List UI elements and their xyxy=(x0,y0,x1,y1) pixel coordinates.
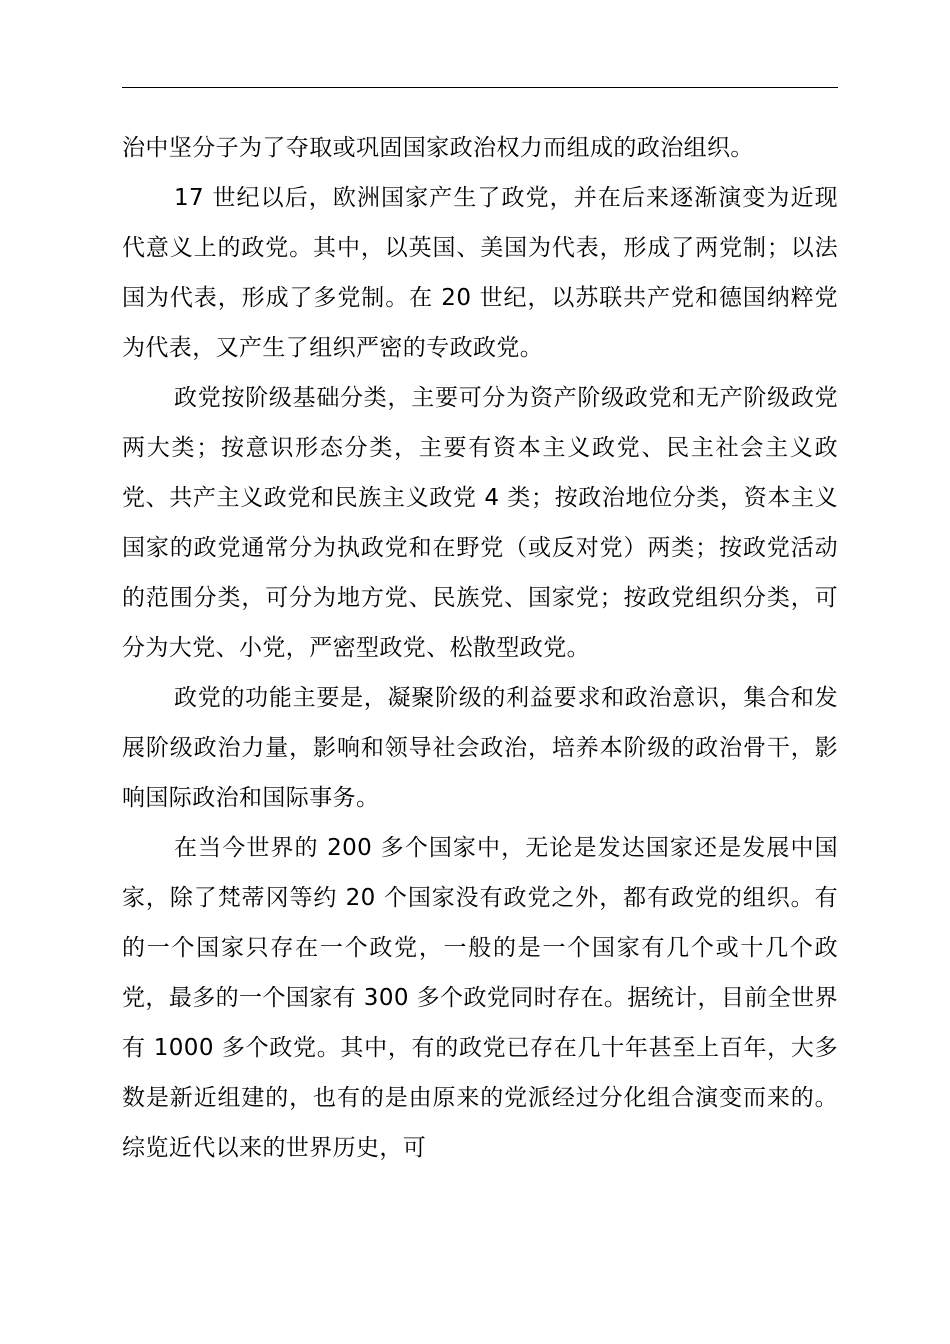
header-rule xyxy=(122,87,838,88)
document-body xyxy=(122,123,838,1173)
paragraph-4: 政党的功能主要是，凝聚阶级的利益要求和政治意识，集合和发展阶级政治力量，影响和领导社会政治，培养本阶级的政治骨干，影响国际政治和国际事务。 xyxy=(122,685,838,811)
paragraph-1: 治中坚分子为了夺取或巩固国家政治权力而组成的政治组织。 xyxy=(122,135,754,161)
paragraph-5: 在当今世界的 200 多个国家中，无论是发达国家还是发展中国家，除了梵蒂冈等约 20 个国家没有政党之外，都有政党的组织。有的一个国家只存在一个政党，一般的是一个国家有几个或十几个政党，最多的一个国家有 300 多个政党同时存在。据统计，目前全世界有 1000 多个政党。其中，有的政党已存在几十年甚至上百年，大多数是新近组建的，也有的是由原来的党派经过分化组合演变而来的。综览近代以来的世界历史，可 xyxy=(122,835,838,1161)
paragraph-2: 17 世纪以后，欧洲国家产生了政党，并在后来逐渐演变为近现代意义上的政党。其中，以英国、美国为代表，形成了两党制；以法国为代表，形成了多党制。在 20 世纪，以苏联共产党和德国纳粹党为代表，又产生了组织严密的专政政党。 xyxy=(122,185,838,361)
paragraph-3: 政党按阶级基础分类，主要可分为资产阶级政党和无产阶级政党两大类；按意识形态分类，主要有资本主义政党、民主社会主义政党、共产主义政党和民族主义政党 4 类；按政治地位分类，资本主义国家的政党通常分为执政党和在野党（或反对党）两类；按政党活动的范围分类，可分为地方党、民族党、国家党；按政党组织分类，可分为大党、小党，严密型政党、松散型政党。 xyxy=(122,385,838,661)
